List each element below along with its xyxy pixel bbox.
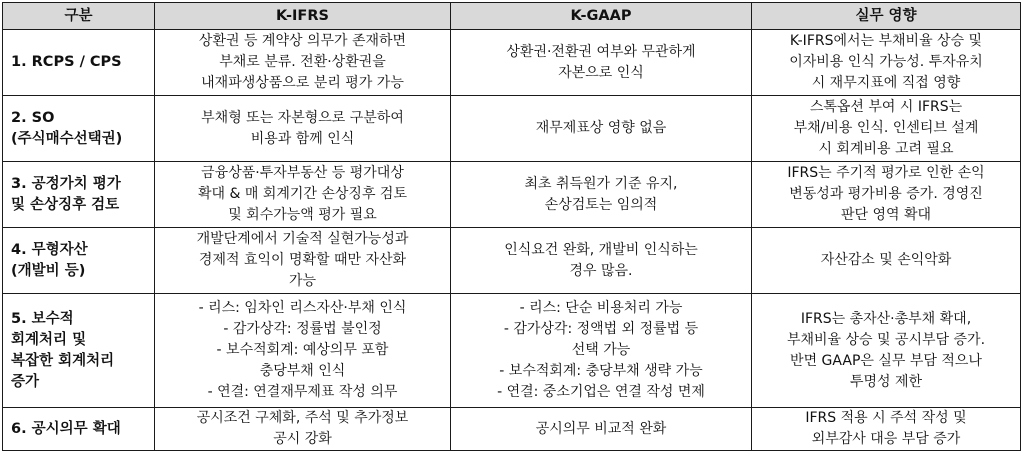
cell-text-line: 6. 공시의무 확대 (11, 420, 121, 437)
cell-text-line: 시 재무지표에 직접 영향 (811, 75, 961, 91)
impact-cell (752, 228, 1021, 294)
cell-text-line: - 연결: 중소기업은 연결 작성 면제 (497, 384, 705, 400)
cell-text-line: 개발단계에서 기술적 실현가능성과 (196, 231, 409, 247)
cell-text-line: 스톡옵션 부여 시 IFRS는 (809, 99, 963, 115)
cell-text-line: 자산감소 및 손익악화 (820, 252, 952, 268)
impact-cell (752, 30, 1021, 96)
table-row (3, 408, 1021, 451)
cell-text-line: 부채형 또는 자본형으로 구분하여 (201, 109, 404, 126)
table-row (3, 96, 1021, 162)
cell-text-line: 확대 & 매 회계기간 손상징후 검토 (198, 186, 407, 202)
cell-text-line: - 리스: 임차인 리스자산·부채 인식 (198, 300, 407, 316)
cell-text-line: 5. 보수적 (11, 310, 74, 327)
cell-text-line: 경우 많음. (569, 262, 633, 279)
cell-text-line: - 감가상각: 정률법 불인정 (223, 321, 382, 337)
cell-text-line: 반면 GAAP은 실무 부담 적으나 (790, 352, 982, 369)
cell-text-line: 비용과 함께 인식 (250, 130, 355, 147)
table-body (3, 30, 1021, 451)
impact-cell (752, 162, 1021, 228)
cell-text-line: - 연결: 연결재무제표 작성 의무 (207, 384, 398, 400)
kgaap-cell (451, 96, 752, 162)
header-kifrs: K-IFRS (155, 3, 451, 30)
cell-text-line: 상환권 등 계약상 의무가 존재하면 (198, 33, 407, 49)
cell-text-line: 상환권·전환권 여부와 무관하게 (506, 43, 696, 60)
cell-text-line: 부채로 분류. 전환·상환권을 (219, 54, 386, 70)
kgaap-cell (451, 162, 752, 228)
cell-text-line: 회계처리 및 (11, 331, 87, 348)
cell-text-line: 가능 (288, 273, 317, 289)
category-cell (3, 162, 155, 228)
kifrs-cell (155, 228, 451, 294)
category-cell (3, 408, 155, 451)
cell-text-line: 금융상품·투자부동산 등 평가대상 (201, 165, 404, 181)
cell-text-line: (주식매수선택권) (11, 130, 123, 147)
cell-text-line: 인식요건 완화, 개발비 인식하는 (504, 241, 698, 258)
kgaap-cell (451, 228, 752, 294)
kifrs-cell (155, 294, 451, 408)
category-cell (3, 30, 155, 96)
cell-text-line: 충당부채 인식 (259, 363, 346, 379)
impact-cell (752, 294, 1021, 408)
header-kgaap: K-GAAP (451, 3, 752, 30)
table-row (3, 162, 1021, 228)
cell-text-line: 판단 영역 확대 (840, 207, 932, 223)
cell-text-line: 3. 공정가치 평가 (11, 175, 121, 192)
comparison-table (2, 2, 1021, 451)
cell-text-line: 이자비용 인식 가능성. 투자유치 (789, 54, 983, 70)
cell-text-line: (개발비 등) (11, 262, 86, 279)
cell-text-line: 공시조건 구체화, 주석 및 추가정보 (196, 410, 409, 426)
cell-text-line: IFRS 적용 시 주석 작성 및 (805, 410, 967, 426)
cell-text-line: - 보수적회계: 충당부채 생략 가능 (499, 363, 703, 379)
kgaap-cell (451, 30, 752, 96)
cell-text-line: K-IFRS에서는 부채비율 상승 및 (789, 33, 983, 49)
cell-text-line: 선택 가능 (571, 342, 631, 358)
kifrs-cell (155, 408, 451, 451)
header-category: 구분 (3, 3, 155, 30)
cell-text-line: 최초 취득원가 기준 유지, (524, 175, 678, 192)
cell-text-line: - 감가상각: 정액법 외 정률법 등 (503, 321, 699, 337)
cell-text-line: 복잡한 회계처리 (11, 352, 115, 369)
table-row (3, 228, 1021, 294)
cell-text-line: - 리스: 단순 비용처리 가능 (519, 300, 683, 316)
cell-text-line: 투명성 제한 (849, 373, 923, 390)
table-row (3, 294, 1021, 408)
category-cell (3, 96, 155, 162)
cell-text-line: IFRS는 주기적 평가로 인한 손익 (787, 165, 985, 181)
cell-text-line: 및 손상징후 검토 (11, 196, 120, 213)
cell-text-line: 2. SO (11, 109, 55, 126)
cell-text-line: 및 회수가능액 평가 필요 (228, 207, 377, 223)
cell-text-line: 손상검토는 임의적 (544, 196, 658, 213)
cell-text-line: 내재파생상품으로 분리 평가 가능 (201, 75, 404, 91)
cell-text-line: 외부감사 대응 부담 증가 (811, 431, 961, 447)
cell-text-line: 자본으로 인식 (558, 64, 644, 81)
cell-text-line: 부채비율 상승 및 공시부담 증가. (786, 331, 986, 348)
kgaap-cell (451, 408, 752, 451)
cell-text-line: 재무제표상 영향 없음 (535, 120, 667, 136)
cell-text-line: - 보수적회계: 예상의무 포함 (216, 342, 389, 358)
cell-text-line: IFRS는 총자산·총부채 확대, (800, 310, 972, 327)
cell-text-line: 부채/비용 인식. 인센티브 설계 (793, 120, 979, 136)
cell-text-line: 시 회계비용 고려 필요 (818, 141, 954, 157)
cell-text-line: 4. 무형자산 (11, 241, 88, 258)
category-cell (3, 294, 155, 408)
kifrs-cell (155, 30, 451, 96)
cell-text-line: 증가 (11, 373, 40, 390)
header-row (3, 3, 1021, 30)
cell-text-line: 1. RCPS / CPS (11, 54, 122, 70)
category-cell (3, 228, 155, 294)
kifrs-cell (155, 96, 451, 162)
cell-text-line: 공시 강화 (273, 431, 332, 447)
cell-text-line: 변동성과 평가비용 증가. 경영진 (789, 186, 983, 202)
cell-text-line: 공시의무 비교적 완화 (535, 420, 667, 437)
header-impact: 실무 영향 (752, 3, 1021, 30)
cell-text-line: 경제적 효익이 명확할 때만 자산화 (198, 252, 407, 268)
table-row (3, 30, 1021, 96)
impact-cell (752, 408, 1021, 451)
kgaap-cell (451, 294, 752, 408)
kifrs-cell (155, 162, 451, 228)
impact-cell (752, 96, 1021, 162)
